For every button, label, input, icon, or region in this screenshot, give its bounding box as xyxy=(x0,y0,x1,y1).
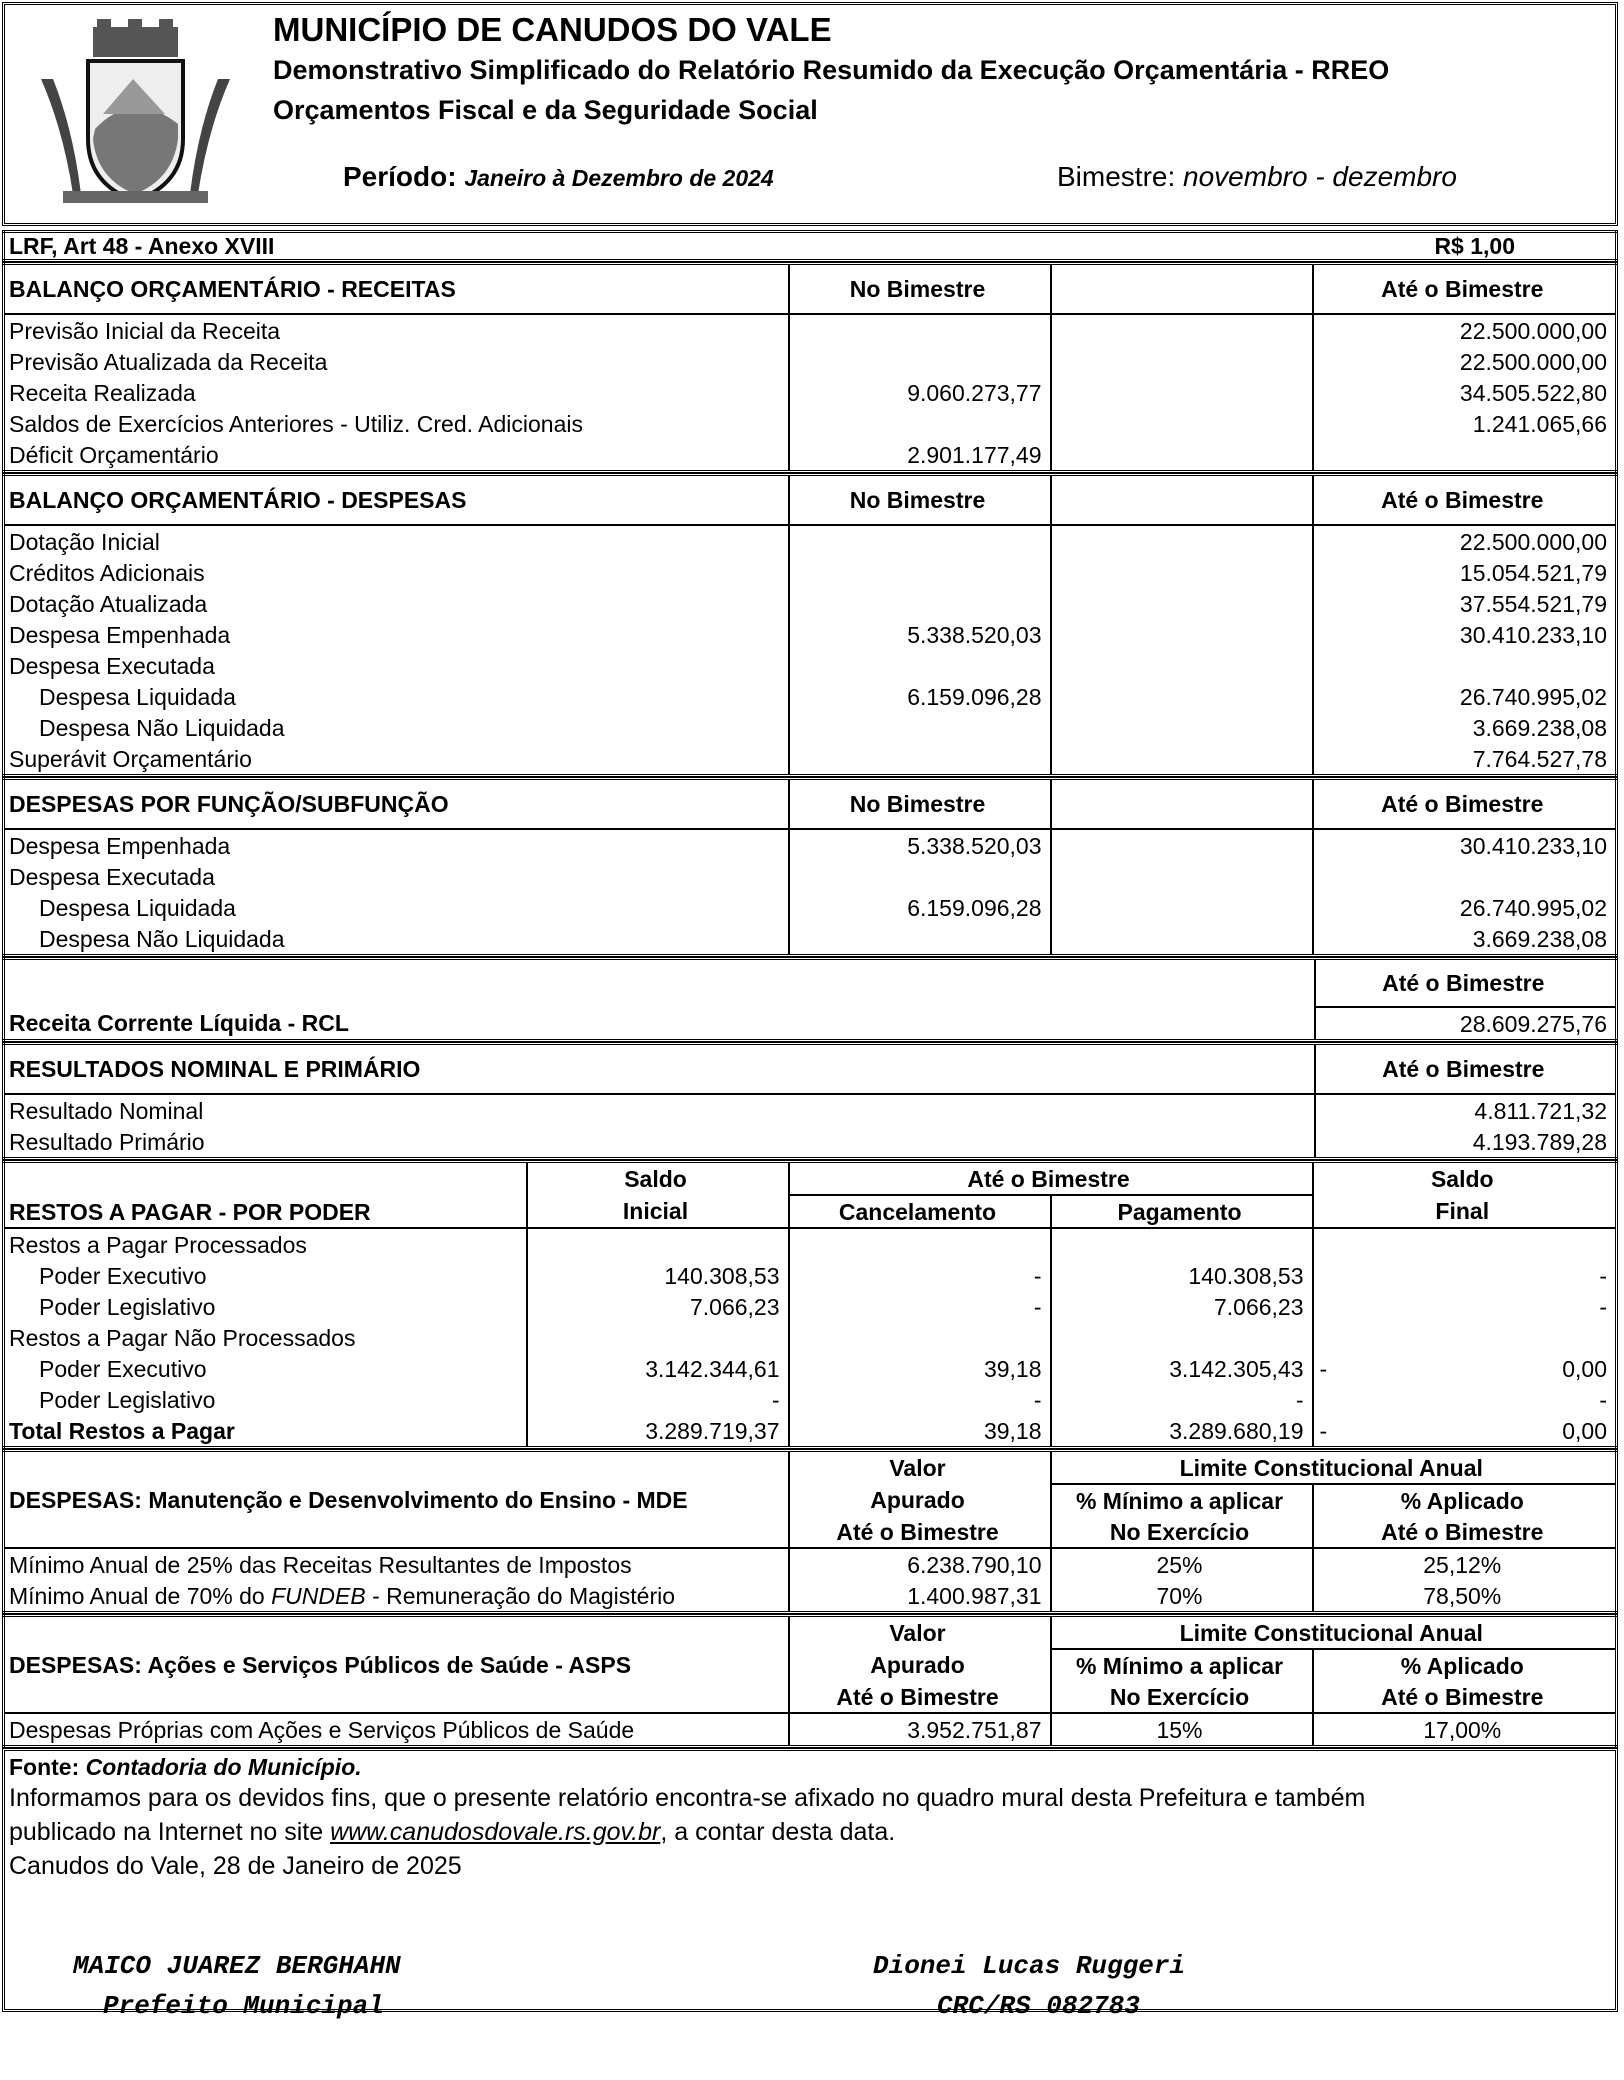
table-row xyxy=(4,1384,1617,1415)
row-label: Dotação Atualizada xyxy=(9,590,208,617)
site-link[interactable]: www.canudosdovale.rs.gov.br xyxy=(330,1818,661,1846)
row-value-bimestre xyxy=(789,525,1051,557)
row-value-ate: 22.500.000,00 xyxy=(1313,346,1617,377)
section-title: RESTOS A PAGAR - POR PODER xyxy=(4,1162,527,1229)
pagamento: - xyxy=(1051,1384,1313,1415)
col-header: No Bimestre xyxy=(789,475,1051,526)
row-value-ate: 30.410.233,10 xyxy=(1313,829,1617,861)
col-header: Apurado xyxy=(789,1649,1051,1681)
table-row xyxy=(4,1260,1617,1291)
col-header: Até o Bimestre xyxy=(1313,1681,1617,1713)
section-title: RESULTADOS NOMINAL E PRIMÁRIO xyxy=(9,1056,421,1082)
col-header: Valor xyxy=(789,1616,1051,1650)
row-label xyxy=(4,1580,789,1613)
pagamento: 3.142.305,43 xyxy=(1051,1353,1313,1384)
cancelamento: - xyxy=(789,1291,1051,1322)
row-value-ate xyxy=(1313,650,1617,681)
saldo-final: - xyxy=(1599,1386,1607,1413)
empty-cell xyxy=(1051,439,1313,472)
funcao-table xyxy=(2,777,1618,957)
report-subtitle: Demonstrativo Simplificado do Relatório Resumido da Execução Orçamentária - RREO xyxy=(273,55,1390,85)
saldo-final-cell xyxy=(1313,1353,1617,1384)
row-label: Déficit Orçamentário xyxy=(9,441,219,468)
footer xyxy=(2,1748,1618,2021)
funcao-rows xyxy=(4,829,1617,956)
lrf-line xyxy=(2,230,1618,262)
row-value-bimestre xyxy=(789,314,1051,346)
rcl-table xyxy=(2,957,1618,1042)
table-row xyxy=(4,557,1617,588)
restos-rows xyxy=(4,1228,1617,1448)
table-row xyxy=(4,1415,1617,1448)
row-value-ate: 3.669.238,08 xyxy=(1313,923,1617,956)
section-title: DESPESAS: Ações e Serviços Públicos de Saúde - ASPS xyxy=(4,1616,789,1714)
empty-cell xyxy=(1051,525,1313,557)
row-aplic: 25,12% xyxy=(1313,1548,1617,1580)
row-value-bimestre xyxy=(789,712,1051,743)
col-header: % Mínimo a aplicar xyxy=(1051,1649,1313,1681)
table-row xyxy=(4,525,1617,557)
saldo-inicial: 3.289.719,37 xyxy=(527,1415,789,1448)
empty-cell xyxy=(1051,892,1313,923)
resultados-table xyxy=(2,1042,1618,1160)
bimestre-label: Bimestre: xyxy=(1057,161,1176,192)
row-label: Restos a Pagar Não Processados xyxy=(9,1324,356,1351)
cancelamento xyxy=(789,1228,1051,1260)
empty-cell xyxy=(1051,712,1313,743)
cancelamento: 39,18 xyxy=(789,1353,1051,1384)
section-title: DESPESAS POR FUNÇÃO/SUBFUNÇÃO xyxy=(9,791,449,817)
municipality-title: MUNICÍPIO DE CANUDOS DO VALE xyxy=(273,11,832,48)
col-header: Cancelamento xyxy=(789,1195,1051,1228)
signature-name-1: MAICO JUAREZ BERGHAHN xyxy=(73,1951,401,1981)
row-value-bimestre xyxy=(789,408,1051,439)
table-row xyxy=(4,650,1617,681)
saldo-final-cell xyxy=(1313,1228,1617,1260)
row-value-ate: 1.241.065,66 xyxy=(1313,408,1617,439)
signature-name-2: Dionei Lucas Ruggeri xyxy=(873,1951,1186,1981)
period xyxy=(343,161,774,193)
row-value: 4.193.789,28 xyxy=(1315,1126,1617,1159)
pagamento: 3.289.680,19 xyxy=(1051,1415,1313,1448)
col-header: Apurado xyxy=(789,1484,1051,1516)
municipal-coat-of-arms-icon xyxy=(33,19,238,209)
empty-cell xyxy=(1051,861,1313,892)
table-row xyxy=(4,377,1617,408)
table-row xyxy=(4,712,1617,743)
row-value-bimestre xyxy=(789,743,1051,776)
col-header: Pagamento xyxy=(1051,1195,1313,1228)
row-value-bimestre: 9.060.273,77 xyxy=(789,377,1051,408)
row-label: Despesa Executada xyxy=(9,652,215,679)
empty-cell xyxy=(1051,408,1313,439)
empty-cell xyxy=(4,959,1315,1008)
bimestre-value: novembro - dezembro xyxy=(1183,161,1457,192)
saldo-final-cell xyxy=(1313,1322,1617,1353)
saldo-final: 0,00 xyxy=(1562,1417,1607,1444)
bimestre xyxy=(1057,161,1457,193)
empty-cell xyxy=(1051,346,1313,377)
cancelamento: - xyxy=(789,1384,1051,1415)
empty-cell xyxy=(1051,588,1313,619)
row-value: 4.811.721,32 xyxy=(1315,1094,1617,1126)
col-header: No Exercício xyxy=(1051,1681,1313,1713)
label-part: Mínimo Anual de 70% do xyxy=(9,1582,265,1609)
table-row xyxy=(4,1353,1617,1384)
row-label: Poder Executivo xyxy=(39,1355,207,1382)
col-header: % Aplicado xyxy=(1313,1649,1617,1681)
row-value-ate xyxy=(1313,861,1617,892)
row-value-bimestre xyxy=(789,923,1051,956)
receitas-rows xyxy=(4,314,1617,472)
row-label: Resultado Primário xyxy=(9,1128,205,1155)
row-label: Saldos de Exercícios Anteriores - Utiliz. Cred. Adicionais xyxy=(9,410,583,437)
row-aplic: 17,00% xyxy=(1313,1713,1617,1747)
info-text: , a contar desta data. xyxy=(660,1818,896,1846)
row-label: Dotação Inicial xyxy=(9,528,160,555)
col-header: % Aplicado xyxy=(1313,1484,1617,1516)
row-label: Previsão Inicial da Receita xyxy=(9,317,281,344)
fonte-value: Contadoria do Município. xyxy=(85,1754,362,1780)
row-value-bimestre: 6.159.096,28 xyxy=(789,892,1051,923)
row-value-ate: 34.505.522,80 xyxy=(1313,377,1617,408)
cancelamento xyxy=(789,1322,1051,1353)
row-value-bimestre: 6.159.096,28 xyxy=(789,681,1051,712)
row-value-ate xyxy=(1313,439,1617,472)
saldo-inicial: 3.142.344,61 xyxy=(527,1353,789,1384)
row-label: Poder Executivo xyxy=(39,1262,207,1289)
saldo-final: - xyxy=(1599,1262,1607,1289)
table-row xyxy=(4,314,1617,346)
row-label: Despesa Liquidada xyxy=(39,894,236,921)
saldo-final-cell xyxy=(1313,1260,1617,1291)
asps-table xyxy=(2,1614,1618,1748)
signature-role-1: Prefeito Municipal xyxy=(103,1991,384,2021)
period-label: Período: xyxy=(343,161,457,192)
row-value: 3.952.751,87 xyxy=(789,1713,1051,1747)
table-row xyxy=(4,829,1617,861)
empty-cell xyxy=(1051,377,1313,408)
cancelamento: - xyxy=(789,1260,1051,1291)
row-value-bimestre: 5.338.520,03 xyxy=(789,619,1051,650)
row-label: Receita Realizada xyxy=(9,379,196,406)
row-value-ate: 7.764.527,78 xyxy=(1313,743,1617,776)
empty-cell xyxy=(1051,314,1313,346)
row-value-bimestre: 2.901.177,49 xyxy=(789,439,1051,472)
label-fundeb: FUNDEB xyxy=(271,1582,366,1609)
info-line-2 xyxy=(9,1815,1611,1849)
saldo-inicial: 7.066,23 xyxy=(527,1291,789,1322)
empty-cell xyxy=(1051,557,1313,588)
col-header: Saldo xyxy=(527,1162,789,1196)
saldo-final-cell xyxy=(1313,1384,1617,1415)
row-label: Despesa Executada xyxy=(9,863,215,890)
fonte-line xyxy=(9,1753,1611,1781)
date-line: Canudos do Vale, 28 de Janeiro de 2025 xyxy=(9,1852,462,1880)
pagamento xyxy=(1051,1322,1313,1353)
despesas-rows xyxy=(4,525,1617,776)
row-label: Despesa Liquidada xyxy=(39,683,236,710)
table-row xyxy=(4,892,1617,923)
empty-cell xyxy=(1051,681,1313,712)
col-header: Até o Bimestre xyxy=(1313,779,1617,830)
row-label: Despesa Empenhada xyxy=(9,621,231,648)
row-value-ate: 22.500.000,00 xyxy=(1313,314,1617,346)
row-label: Despesas Próprias com Ações e Serviços Públicos de Saúde xyxy=(9,1716,635,1743)
row-value-bimestre xyxy=(789,557,1051,588)
cancelamento: 39,18 xyxy=(789,1415,1051,1448)
dash-mark: - xyxy=(1319,1355,1328,1382)
col-header: Até o Bimestre xyxy=(1313,475,1617,526)
row-label: Total Restos a Pagar xyxy=(9,1417,235,1444)
pagamento: 7.066,23 xyxy=(1051,1291,1313,1322)
row-label: Mínimo Anual de 25% das Receitas Resultantes de Impostos xyxy=(9,1551,632,1578)
fonte-label: Fonte: xyxy=(9,1754,80,1780)
row-value-ate: 26.740.995,02 xyxy=(1313,681,1617,712)
row-label: Poder Legislativo xyxy=(39,1386,216,1413)
table-row xyxy=(4,1291,1617,1322)
table-row xyxy=(4,743,1617,776)
col-header: Limite Constitucional Anual xyxy=(1051,1451,1617,1485)
row-label: Restos a Pagar Processados xyxy=(9,1231,307,1258)
empty-cell xyxy=(1051,475,1313,526)
report-header xyxy=(2,2,1618,226)
row-label: Despesa Empenhada xyxy=(9,832,231,859)
empty-cell xyxy=(1051,264,1313,315)
row-value-bimestre xyxy=(789,650,1051,681)
table-row xyxy=(4,1228,1617,1260)
row-value-ate: 15.054.521,79 xyxy=(1313,557,1617,588)
row-aplic: 78,50% xyxy=(1313,1580,1617,1613)
col-header: Saldo xyxy=(1313,1162,1617,1196)
despesas-table xyxy=(2,473,1618,777)
saldo-final: 0,00 xyxy=(1562,1355,1607,1382)
col-header: No Bimestre xyxy=(789,264,1051,315)
row-value-bimestre xyxy=(789,346,1051,377)
pagamento: 140.308,53 xyxy=(1051,1260,1313,1291)
row-label: Despesa Não Liquidada xyxy=(39,925,285,952)
empty-cell xyxy=(1051,923,1313,956)
col-header: Até o Bimestre xyxy=(789,1162,1313,1196)
row-value-ate: 3.669.238,08 xyxy=(1313,712,1617,743)
section-title: DESPESAS: Manutenção e Desenvolvimento do Ensino - MDE xyxy=(4,1451,789,1549)
table-row xyxy=(4,861,1617,892)
table-row xyxy=(4,408,1617,439)
empty-cell xyxy=(1051,779,1313,830)
table-row xyxy=(4,681,1617,712)
saldo-final-cell xyxy=(1313,1415,1617,1448)
row-label: Resultado Nominal xyxy=(9,1097,204,1124)
table-row xyxy=(4,588,1617,619)
empty-cell xyxy=(1051,829,1313,861)
col-header: Limite Constitucional Anual xyxy=(1051,1616,1617,1650)
col-header: No Exercício xyxy=(1051,1516,1313,1548)
mde-table xyxy=(2,1449,1618,1614)
row-value-bimestre xyxy=(789,861,1051,892)
row-label: Superávit Orçamentário xyxy=(9,745,252,772)
row-label: Créditos Adicionais xyxy=(9,559,205,586)
row-value: 6.238.790,10 xyxy=(789,1548,1051,1580)
row-value-ate: 30.410.233,10 xyxy=(1313,619,1617,650)
saldo-final-cell xyxy=(1313,1291,1617,1322)
empty-cell xyxy=(1051,619,1313,650)
col-header: % Mínimo a aplicar xyxy=(1051,1484,1313,1516)
col-header: Valor xyxy=(789,1451,1051,1485)
saldo-final: - xyxy=(1599,1293,1607,1320)
row-value-ate: 26.740.995,02 xyxy=(1313,892,1617,923)
col-header: Final xyxy=(1313,1195,1617,1228)
row-value-bimestre xyxy=(789,588,1051,619)
period-value: Janeiro à Dezembro de 2024 xyxy=(464,165,774,191)
row-label: Poder Legislativo xyxy=(39,1293,216,1320)
section-title: BALANÇO ORÇAMENTÁRIO - RECEITAS xyxy=(9,276,456,302)
saldo-inicial xyxy=(527,1228,789,1260)
col-header: Até o Bimestre xyxy=(789,1681,1051,1713)
info-text: publicado na Internet no site xyxy=(9,1818,324,1846)
rcl-label: Receita Corrente Líquida - RCL xyxy=(9,1010,349,1036)
rcl-value: 28.609.275,76 xyxy=(1315,1007,1617,1041)
dash-mark: - xyxy=(1319,1417,1328,1444)
empty-cell xyxy=(1051,650,1313,681)
saldo-inicial xyxy=(527,1322,789,1353)
signature-role-2: CRC/RS 082783 xyxy=(937,1991,1140,2021)
row-value-ate: 37.554.521,79 xyxy=(1313,588,1617,619)
col-header: Até o Bimestre xyxy=(1313,264,1617,315)
row-min: 70% xyxy=(1051,1580,1313,1613)
col-header: Até o Bimestre xyxy=(1315,959,1617,1008)
receitas-table xyxy=(2,262,1618,473)
row-value: 1.400.987,31 xyxy=(789,1580,1051,1613)
table-row xyxy=(4,346,1617,377)
table-row xyxy=(4,439,1617,472)
report-subtitle-2: Orçamentos Fiscal e da Seguridade Social xyxy=(273,95,818,125)
row-min: 25% xyxy=(1051,1548,1313,1580)
table-row xyxy=(4,1322,1617,1353)
row-label: Despesa Não Liquidada xyxy=(39,714,285,741)
section-title: BALANÇO ORÇAMENTÁRIO - DESPESAS xyxy=(9,487,467,513)
row-min: 15% xyxy=(1051,1713,1313,1747)
lrf-label: LRF, Art 48 - Anexo XVIII xyxy=(9,233,275,259)
col-header: Até o Bimestre xyxy=(1313,1516,1617,1548)
empty-cell xyxy=(1051,743,1313,776)
col-header: Até o Bimestre xyxy=(1315,1044,1617,1095)
col-header: Até o Bimestre xyxy=(789,1516,1051,1548)
info-line: Informamos para os devidos fins, que o presente relatório encontra-se afixado no quadro mural desta Prefeitura e também xyxy=(9,1784,1366,1812)
row-value-ate: 22.500.000,00 xyxy=(1313,525,1617,557)
saldo-inicial: 140.308,53 xyxy=(527,1260,789,1291)
row-value-bimestre: 5.338.520,03 xyxy=(789,829,1051,861)
label-part: - Remuneração do Magistério xyxy=(372,1582,676,1609)
currency-unit: R$ 1,00 xyxy=(1434,233,1515,259)
saldo-inicial: - xyxy=(527,1384,789,1415)
restos-table xyxy=(2,1160,1618,1449)
table-row xyxy=(4,923,1617,956)
col-header: No Bimestre xyxy=(789,779,1051,830)
pagamento xyxy=(1051,1228,1313,1260)
row-label: Previsão Atualizada da Receita xyxy=(9,348,328,375)
col-header: Inicial xyxy=(527,1195,789,1228)
table-row xyxy=(4,619,1617,650)
